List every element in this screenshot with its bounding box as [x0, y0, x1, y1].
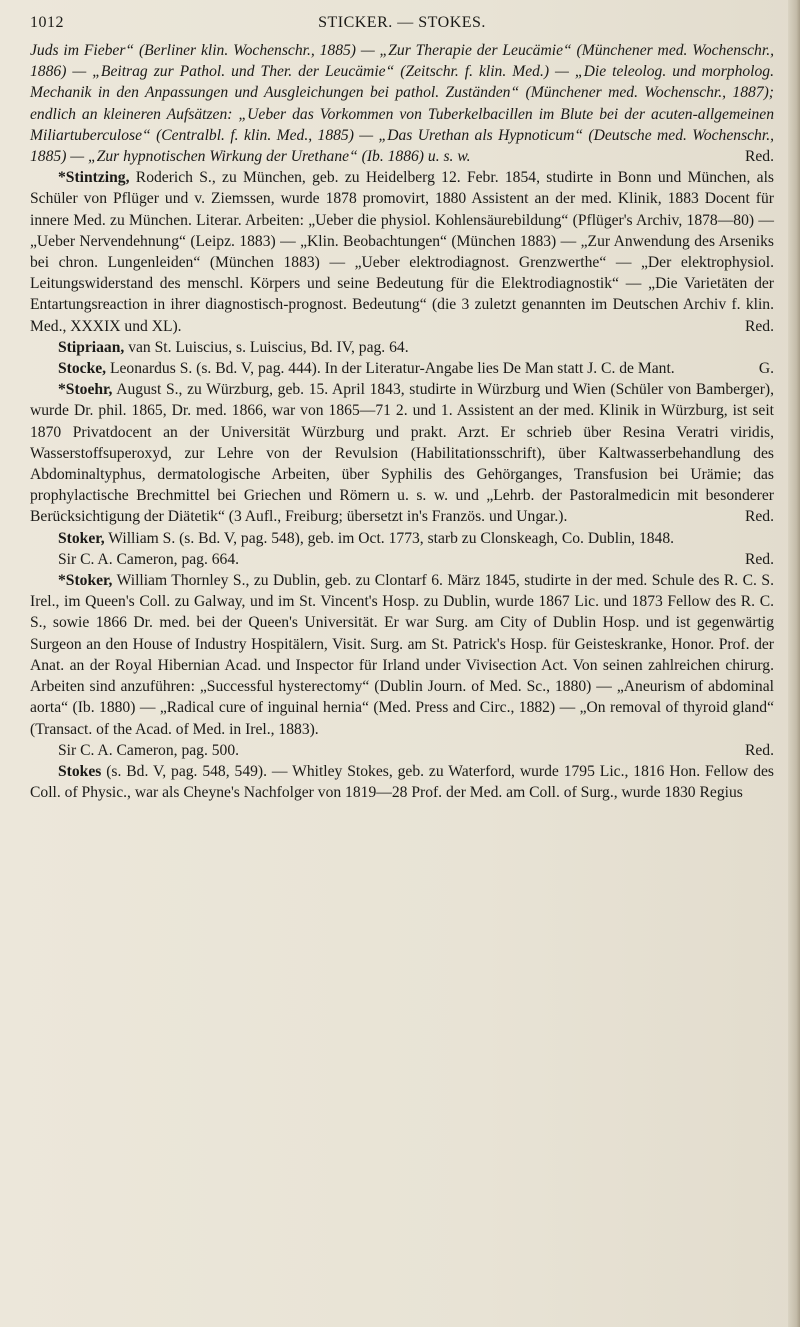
- entry-source: Sir C. A. Cameron, pag. 500. Red.: [30, 740, 774, 761]
- running-title: STICKER. — STOKES.: [318, 14, 486, 31]
- entry-head: *Stoker,: [58, 572, 113, 590]
- entry-signature: Red.: [744, 508, 774, 526]
- entry-head: Stocke,: [58, 360, 107, 378]
- entry-stokes: [30, 761, 774, 803]
- entry-sticker-continued: [30, 40, 774, 167]
- entry-stoker-william: [30, 528, 774, 570]
- entry-head: *Stoehr,: [58, 381, 113, 399]
- entry-signature: Red.: [744, 317, 774, 335]
- entry-stoker-thornley: [30, 570, 774, 761]
- entry-text: van St. Luiscius, s. Luiscius, Bd. IV, pag. 64.: [124, 338, 409, 356]
- entry-head: Stokes: [58, 762, 102, 780]
- entry-text: Juds im Fieber“ (Berliner klin. Wochenschr., 1885) — „Zur Therapie der Leucämie“ (Münchener med. Wochenschr., 1886) — „Beitrag zur Pathol. und Ther. der Leucämie“ (Zeitschr. f. klin. Med.) — „Die teleolog. und morpholog. Mechanik in den Anpassungen und Ausgleichungen bei pathol. Zuständen“ (Münchener med. Wochenschr., 1887); endlich an kleineren Aufsätzen: „Ueber das Vorkommen von Tuberkelbacillen im Blute bei der acuten-allgemeinen Miliartuberculose“ (Centralbl. f. klin. Med., 1885) — „Das Urethan als Hypnoticum“ (Deutsche med. Wochenschr., 1885) — „Zur hypnotischen Wirkung der Urethane“ (Ib. 1886) u. s. w.: [30, 42, 774, 166]
- page-spine-shadow: [788, 0, 800, 1327]
- entry-signature: Red.: [744, 741, 774, 759]
- entry-stoehr: [30, 379, 774, 527]
- entry-text: Leonardus S. (s. Bd. V, pag. 444). In der Literatur-Angabe lies De Man statt J. C. de Mant.: [106, 360, 675, 378]
- entry-head: Stipriaan,: [58, 338, 125, 356]
- entry-text: (s. Bd. V, pag. 548, 549). — Whitley Stokes, geb. zu Waterford, wurde 1795 Lic., 1816 Hon. Fellow des Coll. of Physic., war als Cheyne's Nachfolger von 1819—28 Prof. der Med. am Coll. of Surg., wurde 1830 Regius: [30, 762, 774, 802]
- entry-signature: Red.: [744, 550, 774, 568]
- page-header: [30, 14, 774, 40]
- entry-head: Stoker,: [58, 529, 105, 547]
- entry-source: Sir C. A. Cameron, pag. 664. Red.: [30, 549, 774, 570]
- entry-text: William S. (s. Bd. V, pag. 548), geb. im Oct. 1773, starb zu Clonskeagh, Co. Dublin, 1848.: [104, 529, 675, 547]
- entry-signature: G.: [758, 360, 774, 378]
- entry-signature: Red.: [744, 148, 774, 166]
- entry-text: August S., zu Würzburg, geb. 15. April 1843, studirte in Würzburg und Wien (Schüler von Bamberger), wurde Dr. phil. 1865, Dr. med. 1866, war von 1865—71 2. und 1. Assistent an der med. Klinik in Würzburg, ist seit 1870 Privatdocent an der Universität Würzburg und prakt. Arzt. Er schrieb über Resina Veratri viridis, Wasserstoffsuperoxyd, zur Lehre von der Revulsion (Habilitationsschrift), über Kaltwasserbehandlung des Abdominaltyphus, dermatologische Arbeiten, über Syphilis des Gehörganges, Transfusion bei Urämie; das prophylactische Brechmittel bei Griechen und Römern u. s. w. und „Lehrb. der Pastoralmedicin mit besonderer Berücksichtigung der Diätetik“ (3 Aufl., Freiburg; übersetzt in's Französ. und Ungar.).: [30, 381, 774, 526]
- entry-head: *Stintzing,: [58, 169, 130, 187]
- entry-text: Roderich S., zu München, geb. zu Heidelberg 12. Febr. 1854, studirte in Bonn und München, als Schüler von Pflüger und v. Ziemssen, wurde 1878 promovirt, 1880 Assistent an der med. Klinik, 1883 Docent für innere Med. zu München. Literar. Arbeiten: „Ueber die physiol. Kohlensäurebildung“ (Pflüger's Archiv, 1878—80) — „Ueber Nervendehnung“ (Leipz. 1883) — „Klin. Beobachtungen“ (München 1883) — „Zur Anwendung des Arseniks bei chron. Lungenleiden“ (München 1883) — „Ueber elektrodiagnost. Grenzwerthe“ — „Der elektrophysiol. Leitungswiderstand des menschl. Körpers und seine Bedeutung für die Elektrodiagnostik“ — „Die Varietäten der Entartungsreaction in ihrer diagnostisch-prognost. Bedeutung“ (die 3 zuletzt genannten im Deutschen Archiv f. klin. Med., XXXIX und XL).: [30, 169, 774, 335]
- page-number: 1012: [30, 14, 64, 31]
- entry-stintzing: [30, 167, 774, 337]
- entry-stocke: [30, 358, 774, 379]
- entry-stipriaan: [30, 337, 774, 358]
- entry-text: William Thornley S., zu Dublin, geb. zu Clontarf 6. März 1845, studirte in der med. Schule des R. C. S. Irel., im Queen's Coll. zu Galway, und im St. Vincent's Hosp. zu Dublin, wurde 1867 Lic. und 1873 Fellow des R. C. S., sowie 1866 Dr. med. bei der Queen's Universität. Er war Surg. am City of Dublin Hosp. und ist gegenwärtig Surgeon an den House of Industry Hospitälern, Visit. Surg. am St. Patrick's Hosp. für Geisteskranke, Honor. Prof. der Anat. an der Royal Hibernian Acad. und Inspector für Irland under Vivisection Act. Von seinen zahlreichen chirurg. Arbeiten sind anzuführen: „Successful hysterectomy“ (Dublin Journ. of Med. Sc., 1880) — „Aneurism of abdominal aorta“ (Ib. 1880) — „Radical cure of inguinal hernia“ (Med. Press and Circ., 1882) — „On removal of thyroid gland“ (Transact. of the Acad. of Med. in Irel., 1883).: [30, 572, 774, 738]
